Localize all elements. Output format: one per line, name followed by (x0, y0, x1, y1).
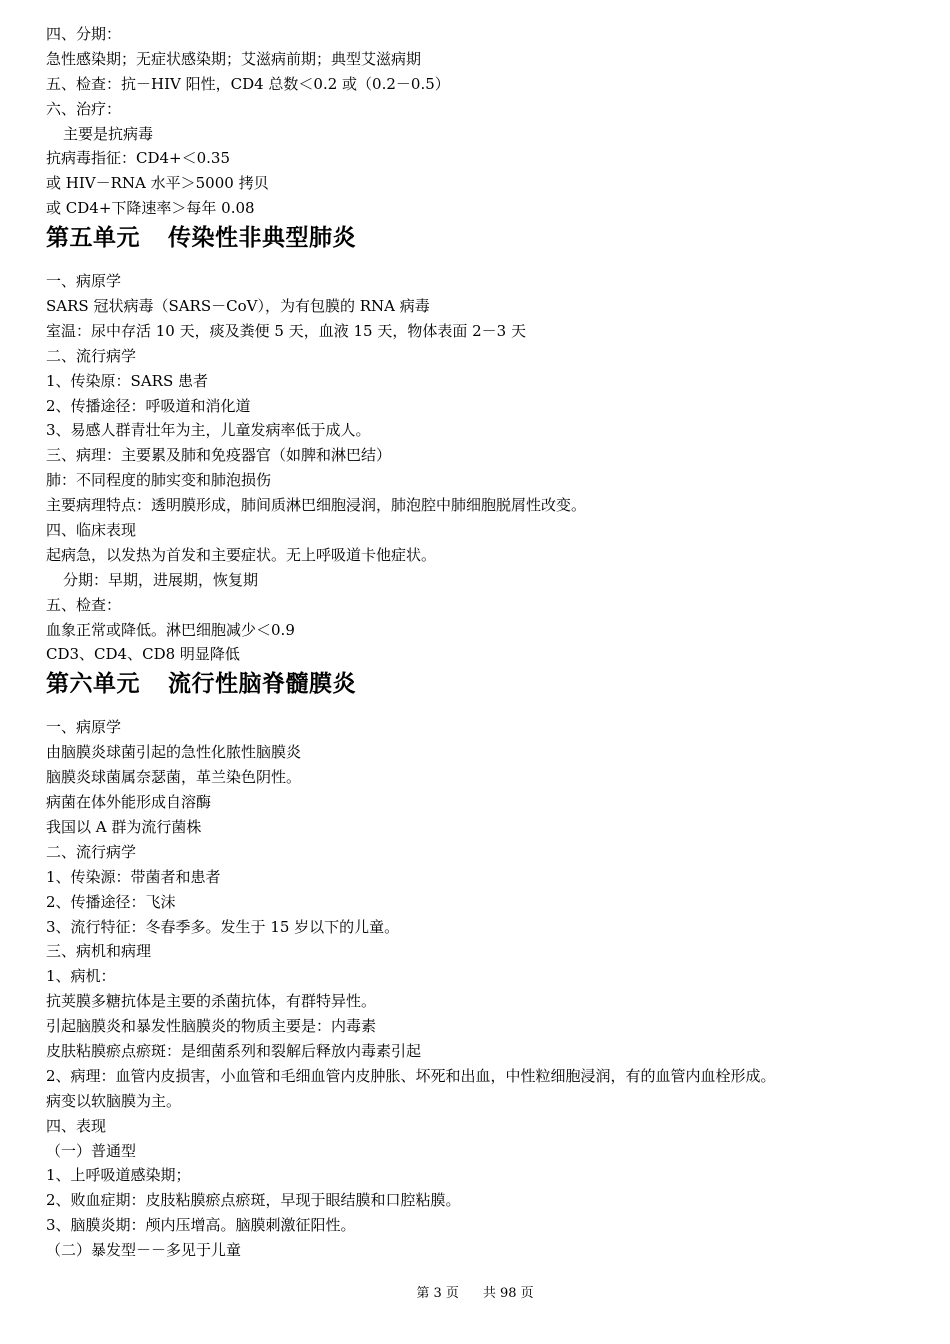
text-line: 2、传播途径：飞沫 (46, 892, 176, 911)
text-line: 室温：尿中存活 10 天，痰及粪便 5 天，血液 15 天，物体表面 2－3 天 (46, 321, 526, 340)
unit-title: 传染性非典型肺炎 (168, 225, 356, 252)
unit-six-heading (46, 667, 916, 705)
text-line: 2、传播途径：呼吸道和消化道 (46, 396, 251, 415)
text-line: 抗荚膜多糖抗体是主要的杀菌抗体，有群特异性。 (46, 992, 377, 1011)
text-line: 病菌在体外能形成自溶酶 (46, 793, 212, 812)
text-line: 3、脑膜炎期：颅内压增高。脑膜刺激征阳性。 (46, 1216, 356, 1235)
text-line: 病变以软脑膜为主。 (46, 1091, 182, 1110)
text-line: 血象正常或降低。淋巴细胞减少＜0.9 (46, 620, 295, 639)
text-line: 肺：不同程度的肺实变和肺泡损伤 (46, 471, 272, 490)
text-line: 1、上呼吸道感染期； (46, 1166, 191, 1185)
text-line: 皮肤粘膜瘀点瘀斑：是细菌系列和裂解后释放内毒素引起 (46, 1041, 422, 1060)
text-line: 或 CD4+下降速率＞每年 0.08 (46, 199, 255, 218)
text-line: 3、流行特征：冬春季多。发生于 15 岁以下的儿童。 (46, 917, 400, 936)
text-line: 一、病原学 (46, 718, 122, 737)
text-line: 四、分期： (46, 25, 122, 43)
text-line: 2、病理：血管内皮损害，小血管和毛细血管内皮肿胀、坏死和出血，中性粒细胞浸润，有的血管内血栓形成。 (46, 1066, 776, 1085)
text-line: 3、易感人群青壮年为主，儿童发病率低于成人。 (46, 421, 371, 440)
text-line: SARS 冠状病毒（SARS－CoV），为有包膜的 RNA 病毒 (46, 297, 430, 316)
text-line: 1、传染源：带菌者和患者 (46, 867, 221, 886)
text-line: 由脑膜炎球菌引起的急性化脓性脑膜炎 (46, 743, 302, 762)
unit-five-heading (46, 221, 916, 259)
text-line: 四、临床表现 (46, 521, 137, 540)
text-line: 抗病毒指征：CD4+＜0.35 (46, 149, 231, 168)
text-line: 2、败血症期：皮肢粘膜瘀点瘀斑，早现于眼结膜和口腔粘膜。 (46, 1191, 461, 1210)
text-line: 主要是抗病毒 (63, 124, 154, 143)
unit-number: 第五单元 (46, 225, 140, 252)
text-line: 我国以 A 群为流行菌株 (46, 817, 202, 836)
section-aids-continued (46, 22, 916, 221)
text-line: 1、病机： (46, 967, 116, 986)
unit-number: 第六单元 (46, 671, 140, 698)
text-line: 起病急，以发热为首发和主要症状。无上呼吸道卡他症状。 (46, 545, 437, 564)
text-line: 或 HIV－RNA 水平＞5000 拷贝 (46, 174, 269, 193)
text-line: 一、病原学 (46, 272, 122, 291)
section-sars (46, 269, 916, 667)
text-line: 二、流行病学 (46, 346, 137, 365)
section-meningitis (46, 715, 916, 1263)
text-line: 1、传染原：SARS 患者 (46, 371, 208, 390)
text-line: 分期：早期，进展期，恢复期 (63, 570, 259, 589)
document-body (46, 22, 916, 1263)
text-line: 四、表现 (46, 1116, 107, 1135)
text-line: 引起脑膜炎和暴发性脑膜炎的物质主要是：内毒素 (46, 1017, 377, 1036)
text-line: 三、病理：主要累及肺和免疫器官（如脾和淋巴结） (46, 446, 392, 465)
text-line: 主要病理特点：透明膜形成，肺间质淋巴细胞浸润，肺泡腔中肺细胞脱屑性改变。 (46, 496, 587, 515)
total-pages: 共 98 页 (482, 1286, 534, 1301)
text-line: 脑膜炎球菌属奈瑟菌，革兰染色阴性。 (46, 768, 302, 787)
page-footer (0, 1282, 950, 1301)
text-line: CD3、CD4、CD8 明显降低 (46, 645, 240, 664)
page-number: 第 3 页 (416, 1286, 459, 1301)
text-line: （一）普通型 (46, 1141, 137, 1160)
unit-title: 流行性脑脊髓膜炎 (168, 671, 356, 698)
text-line: 二、流行病学 (46, 842, 137, 861)
text-line: （二）暴发型－－多见于儿童 (46, 1241, 242, 1260)
text-line: 五、检查：抗－HIV 阳性，CD4 总数＜0.2 或（0.2－0.5） (46, 74, 450, 93)
text-line: 三、病机和病理 (46, 942, 152, 961)
text-line: 五、检查： (46, 595, 122, 614)
text-line: 急性感染期；无症状感染期；艾滋病前期；典型艾滋病期 (46, 49, 422, 68)
text-line: 六、治疗： (46, 99, 122, 118)
